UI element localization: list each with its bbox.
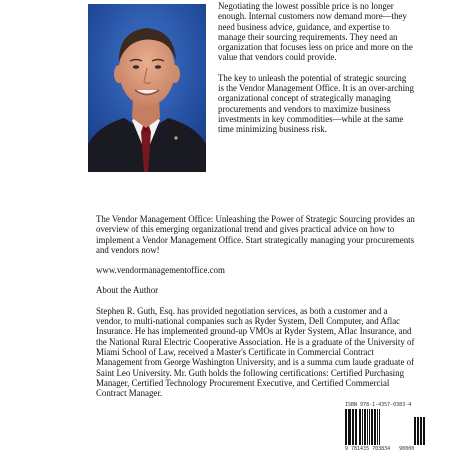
barcode-addon-digits: 90000 xyxy=(399,446,415,452)
barcode-main-digits: 9 781435 703834 xyxy=(345,446,391,452)
isbn-label: ISBN 978-1-4357-0383-4 xyxy=(345,402,412,408)
barcode-addon-bars xyxy=(414,417,425,445)
author-photo xyxy=(88,4,206,172)
barcode-bar xyxy=(380,409,381,445)
intro-paragraph-1: Negotiating the lowest possible price is no longer enough. Internal customers now demand more—they need business advice, guidance, and expertise to manage their sourcing requirements. They need an organization that focuses less on price and more on the value that vendors could provide. xyxy=(218,1,413,63)
barcode-addon-bar xyxy=(424,417,425,445)
author-bio: Stephen R. Guth, Esq. has provided negotiation services, as both a customer and a vendor, to multi-national companies such as Ryder System, Dell Computer, and Aflac Insurance. He has implemented ground-up VMOs at Ryder System, Aflac Insurance, and the National Rural Electric Cooperative Association. He is a graduate of the University of Miami School of Law, received a Master's Certificate in Commercial Contract Management from George Washington University, and is a summa cum laude graduate of Saint Leo University. Mr. Guth holds the following certifications: Certified Purchasing Manager, Certified Technology Procurement Executive, and Certified Commercial Contract Manager. xyxy=(96,305,415,399)
intro-paragraph-2: The key to unleash the potential of strategic sourcing is the Vendor Management Office. It is an over-arching organizational concept of strategically managing procurements and vendors to maximize business investments in key commodities—while at the same time minimizing business risk. xyxy=(218,72,414,135)
lower-text-block xyxy=(96,214,416,408)
about-author-heading: About the Author xyxy=(96,285,159,296)
website-link: www.vendormanagementoffice.com xyxy=(96,265,225,276)
barcode-digits xyxy=(345,446,425,452)
book-summary: The Vendor Management Office: Unleashing the Power of Strategic Sourcing provides an overview of this emerging organizational trend and gives practical advice on how to implement a Vendor Management Office. Start strategically managing your procurements and vendors now! xyxy=(96,214,415,255)
isbn-barcode xyxy=(345,402,425,454)
author-portrait xyxy=(88,4,206,172)
intro-column xyxy=(218,1,414,145)
